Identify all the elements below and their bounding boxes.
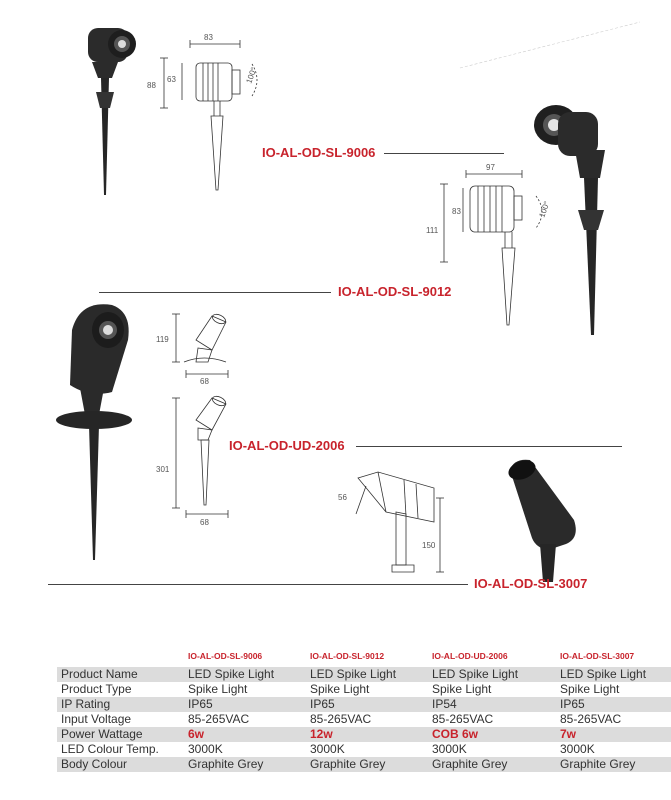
spec-row-input-voltage bbox=[57, 712, 671, 727]
spec-cell: 7w bbox=[560, 727, 577, 741]
spec-cell: Graphite Grey bbox=[560, 757, 636, 771]
spec-cell: Graphite Grey bbox=[432, 757, 508, 771]
spec-cell: 6w bbox=[188, 727, 205, 741]
spec-cell: Graphite Grey bbox=[188, 757, 264, 771]
spec-cell: IP65 bbox=[560, 697, 585, 711]
spec-cell: 3000K bbox=[188, 742, 223, 756]
dim-4-head: 56 bbox=[338, 493, 347, 502]
model-label-9012: IO-AL-OD-SL-9012 bbox=[338, 284, 452, 299]
spec-label: Body Colour bbox=[61, 757, 128, 771]
dim-1-head: 63 bbox=[167, 75, 176, 84]
spec-cell: 12w bbox=[310, 727, 333, 741]
product-2-photo bbox=[534, 105, 605, 335]
spec-cell: Spike Light bbox=[432, 682, 492, 696]
spec-cell: LED Spike Light bbox=[560, 667, 647, 681]
product-4-photo bbox=[506, 457, 576, 582]
spec-cell: COB 6w bbox=[432, 727, 479, 741]
spec-label: Power Wattage bbox=[61, 727, 143, 741]
divider-3007 bbox=[48, 584, 468, 585]
spec-cell: IP54 bbox=[432, 697, 457, 711]
divider-9012 bbox=[99, 292, 331, 293]
spec-cell: 3000K bbox=[560, 742, 595, 756]
product-3-drawing-b bbox=[172, 394, 228, 518]
dim-3-height-b: 301 bbox=[156, 465, 170, 474]
spec-label: Product Name bbox=[61, 667, 138, 681]
spec-cell: 3000K bbox=[310, 742, 345, 756]
product-4-drawing bbox=[356, 472, 444, 572]
model-label-3007: IO-AL-OD-SL-3007 bbox=[474, 576, 588, 591]
spec-column-header-4: IO-AL-OD-SL-3007 bbox=[560, 651, 635, 661]
spec-cell: IP65 bbox=[310, 697, 335, 711]
spec-cell: 85-265VAC bbox=[188, 712, 250, 726]
product-1-photo bbox=[88, 28, 136, 195]
dim-2-height: 111 bbox=[426, 226, 439, 235]
spec-column-header-3: IO-AL-OD-UD-2006 bbox=[432, 651, 508, 661]
spec-row-ip-rating bbox=[57, 697, 671, 712]
dim-3-height-a: 119 bbox=[156, 335, 169, 344]
dim-3-width-a: 68 bbox=[200, 377, 209, 386]
spec-cell: 85-265VAC bbox=[310, 712, 372, 726]
dim-4-height: 150 bbox=[422, 541, 436, 550]
product-3-drawing-a bbox=[172, 312, 228, 378]
spec-row-led-colour-temp bbox=[57, 742, 671, 757]
dim-1-width: 83 bbox=[204, 33, 213, 42]
spec-column-header-2: IO-AL-OD-SL-9012 bbox=[310, 651, 385, 661]
dim-3-width-b: 68 bbox=[200, 518, 209, 527]
spec-cell: LED Spike Light bbox=[432, 667, 519, 681]
spec-cell: Spike Light bbox=[188, 682, 248, 696]
product-3-photo bbox=[56, 304, 132, 560]
spec-label: Product Type bbox=[61, 682, 132, 696]
dim-1-angle: 100° bbox=[244, 66, 259, 85]
spec-cell: Spike Light bbox=[310, 682, 370, 696]
spec-cell: Graphite Grey bbox=[310, 757, 386, 771]
spec-cell: Spike Light bbox=[560, 682, 620, 696]
product-2-drawing bbox=[440, 170, 542, 325]
spec-label: Input Voltage bbox=[61, 712, 132, 726]
spec-label: IP Rating bbox=[61, 697, 111, 711]
dim-2-width: 97 bbox=[486, 163, 495, 172]
spec-cell: 85-265VAC bbox=[432, 712, 494, 726]
dim-2-head: 83 bbox=[452, 207, 461, 216]
spec-row-product-type bbox=[57, 682, 671, 697]
model-label-2006: IO-AL-OD-UD-2006 bbox=[229, 438, 345, 453]
dim-2-angle: 100° bbox=[537, 200, 552, 219]
spec-row-body-colour bbox=[57, 757, 671, 772]
spec-cell: 3000K bbox=[432, 742, 467, 756]
spec-cell: 85-265VAC bbox=[560, 712, 622, 726]
spec-cell: LED Spike Light bbox=[310, 667, 397, 681]
spec-column-header-1: IO-AL-OD-SL-9006 bbox=[188, 651, 263, 661]
divider-2006 bbox=[356, 446, 622, 447]
spec-label: LED Colour Temp. bbox=[61, 742, 159, 756]
spec-cell: IP65 bbox=[188, 697, 213, 711]
divider-9006 bbox=[384, 153, 504, 154]
dim-1-height: 88 bbox=[147, 81, 156, 90]
product-1-drawing bbox=[160, 40, 257, 190]
spec-row-product-name bbox=[57, 667, 671, 682]
model-label-9006: IO-AL-OD-SL-9006 bbox=[262, 145, 376, 160]
spec-row-power-wattage bbox=[57, 727, 671, 742]
spec-cell: LED Spike Light bbox=[188, 667, 275, 681]
